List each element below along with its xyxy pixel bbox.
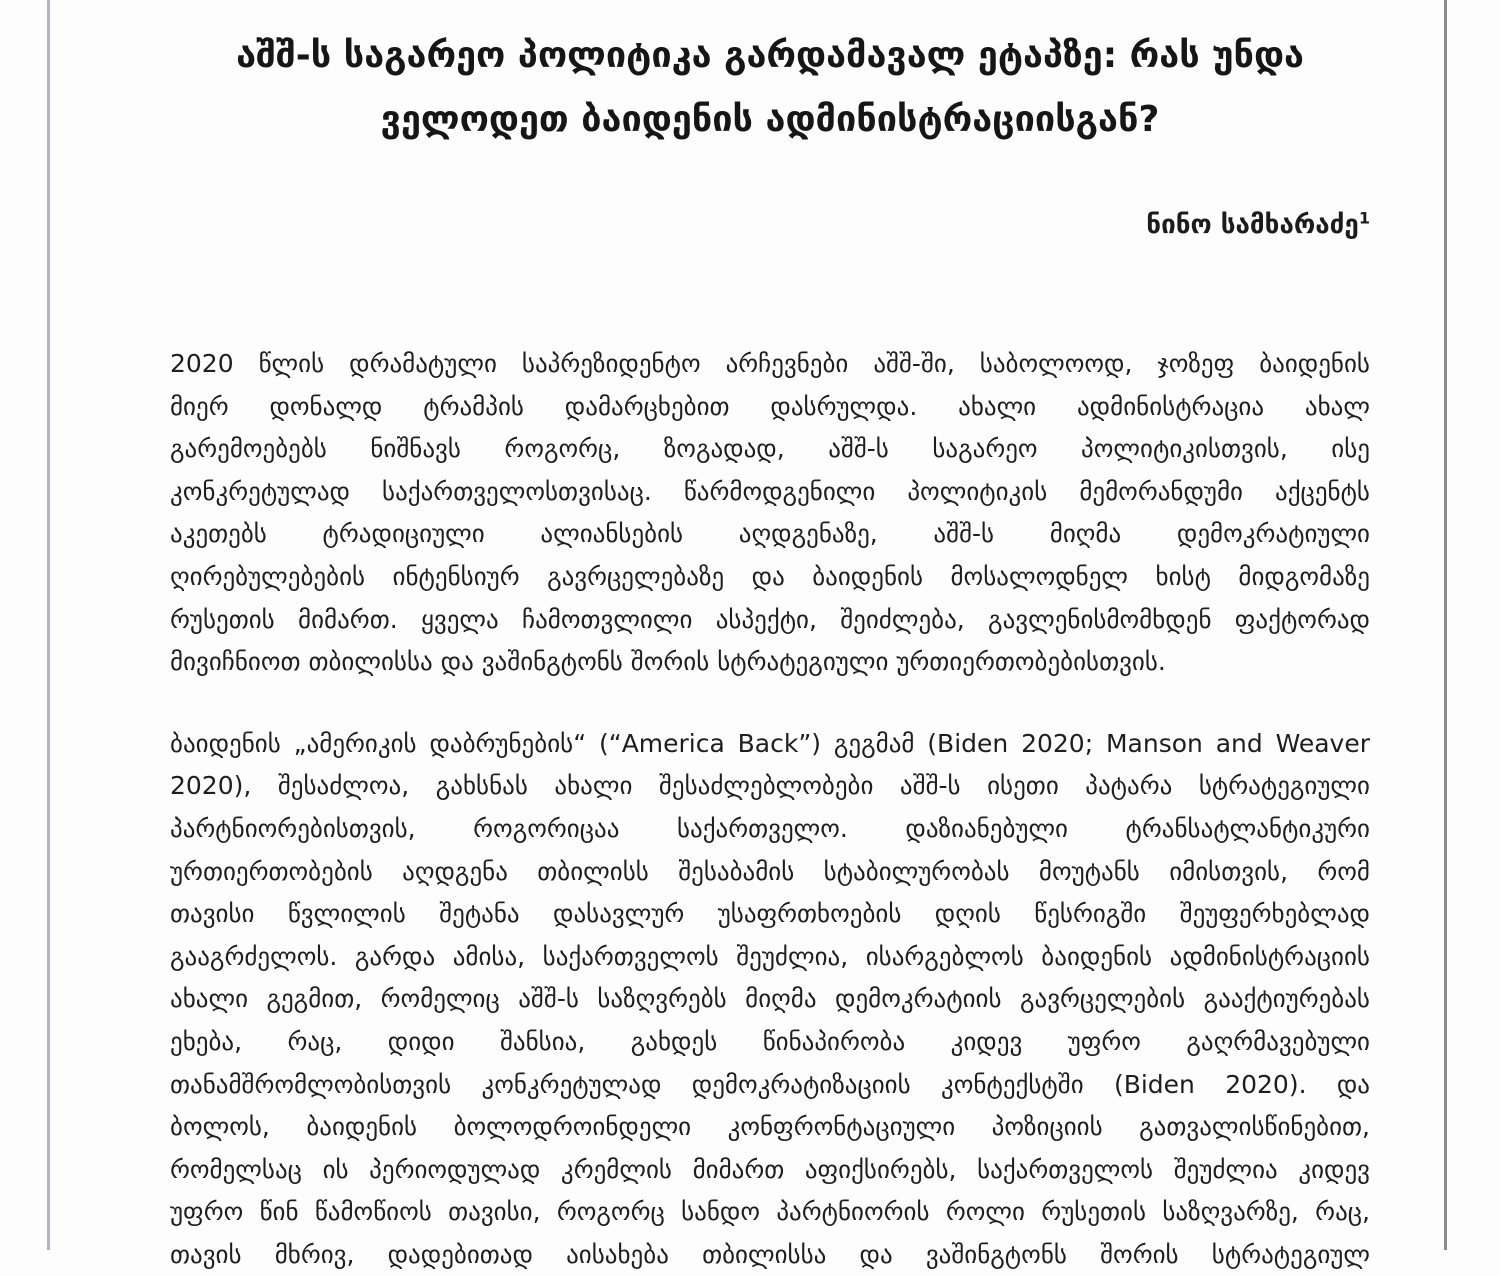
text-line: აკეთებს ტრადიციული ალიანსების აღდგენაზე, აშშ-ს მიღმა დემოკრატიული	[170, 519, 1370, 549]
title-line-2: ველოდეთ ბაიდენის ადმინისტრაციისგან?	[380, 99, 1160, 141]
text-line: ბაიდენის „ამერიკის დაბრუნების“ (“America Back”) გეგმამ (Biden 2020; Manson and Weaver	[170, 728, 1370, 758]
text-line: კონკრეტულად საქართველოსთვისაც. წარმოდგენილი პოლიტიკის მემორანდუმი აქცენტს	[170, 476, 1370, 506]
text-line: რუსეთის მიმართ. ყველა ჩამოთვლილი ასპექტი, შეიძლება, გავლენისმომხდენ ფაქტორად	[170, 604, 1370, 634]
footnote-marker: 1	[1358, 208, 1370, 228]
paragraph-abstract	[170, 343, 1370, 684]
text-line: მიერ დონალდ ტრამპის დამარცხებით დასრულდა. ახალი ადმინისტრაცია ახალ	[170, 391, 1370, 421]
text-line: 2020 წლის დრამატული საპრეზიდენტო არჩევნები აშშ-ში, საბოლოოდ, ჯოზეფ ბაიდენის	[170, 349, 1370, 378]
text-line: 2020), შესაძლოა, გახსნას ახალი შესაძლებლობები აშშ-ს ისეთი პატარა სტრატეგიული	[170, 771, 1370, 801]
text-line: უფრო წინ წამოწიოს თავისი, როგორც სანდო პარტნიორის როლი რუსეთის საზღვარზე, რაც,	[170, 1197, 1370, 1227]
page-edge-left	[47, 0, 50, 1250]
text-line: თავისი წვლილის შეტანა დასავლურ უსაფრთხოების დღის წესრიგში შეუფერხებლად	[170, 899, 1370, 929]
document-title	[170, 24, 1370, 152]
text-line: თავის მხრივ, დადებითად აისახება თბილისსა და ვაშინგტონს შორის სტრატეგიულ	[170, 1239, 1370, 1269]
text-line: ეხება, რაც, დიდი შანსია, გახდეს წინაპირობა კიდევ უფრო გაღრმავებული	[170, 1026, 1370, 1056]
text-line: ურთიერთობების აღდგენა თბილისს შესაბამის სტაბილურობას მოუტანს იმისთვის, რომ	[170, 856, 1370, 886]
paragraph-body	[170, 723, 1370, 1276]
text-line: ღირებულებების ინტენსიურ გავრცელებაზე და ბაიდენის მოსალოდნელ ხისტ მიდგომაზე	[170, 561, 1370, 591]
text-line: რომელსაც ის პერიოდულად კრემლის მიმართ აფიქსირებს, საქართველოს შეუძლია კიდევ	[170, 1154, 1370, 1184]
title-line-1: აშშ-ს საგარეო პოლიტიკა გარდამავალ ეტაპზე: რას უნდა	[236, 35, 1304, 77]
author-line	[170, 205, 1370, 245]
text-line: გააგრძელოს. გარდა ამისა, საქართველოს შეუძლია, ისარგებლოს ბაიდენის ადმინისტრაციის	[170, 941, 1370, 971]
text-line: თანამშრომლობისთვის კონკრეტულად დემოკრატიზაციის კონტექსტში (Biden 2020). და	[170, 1069, 1370, 1099]
page-edge-right	[1444, 0, 1447, 1250]
text-line: მივიჩნიოთ თბილისსა და ვაშინგტონს შორის სტრატეგიული ურთიერთობებისთვის.	[170, 647, 1166, 677]
author-name: ნინო სამხარაძე	[1146, 210, 1359, 240]
text-line: ახალი გეგმით, რომელიც აშშ-ს საზღვრებს მიღმა დემოკრატიის გავრცელების გააქტიურებას	[170, 984, 1370, 1014]
text-line: პარტნიორებისთვის, როგორიცაა საქართველო. დაზიანებული ტრანსატლანტიკური	[170, 813, 1370, 843]
text-line: გარემოებებს ნიშნავს როგორც, ზოგადად, აშშ-ს საგარეო პოლიტიკისთვის, ისე	[170, 434, 1370, 464]
text-line: ბოლოს, ბაიდენის ბოლოდროინდელი კონფრონტაციული პოზიციის გათვალისწინებით,	[170, 1112, 1370, 1142]
body-text	[170, 343, 1370, 1276]
